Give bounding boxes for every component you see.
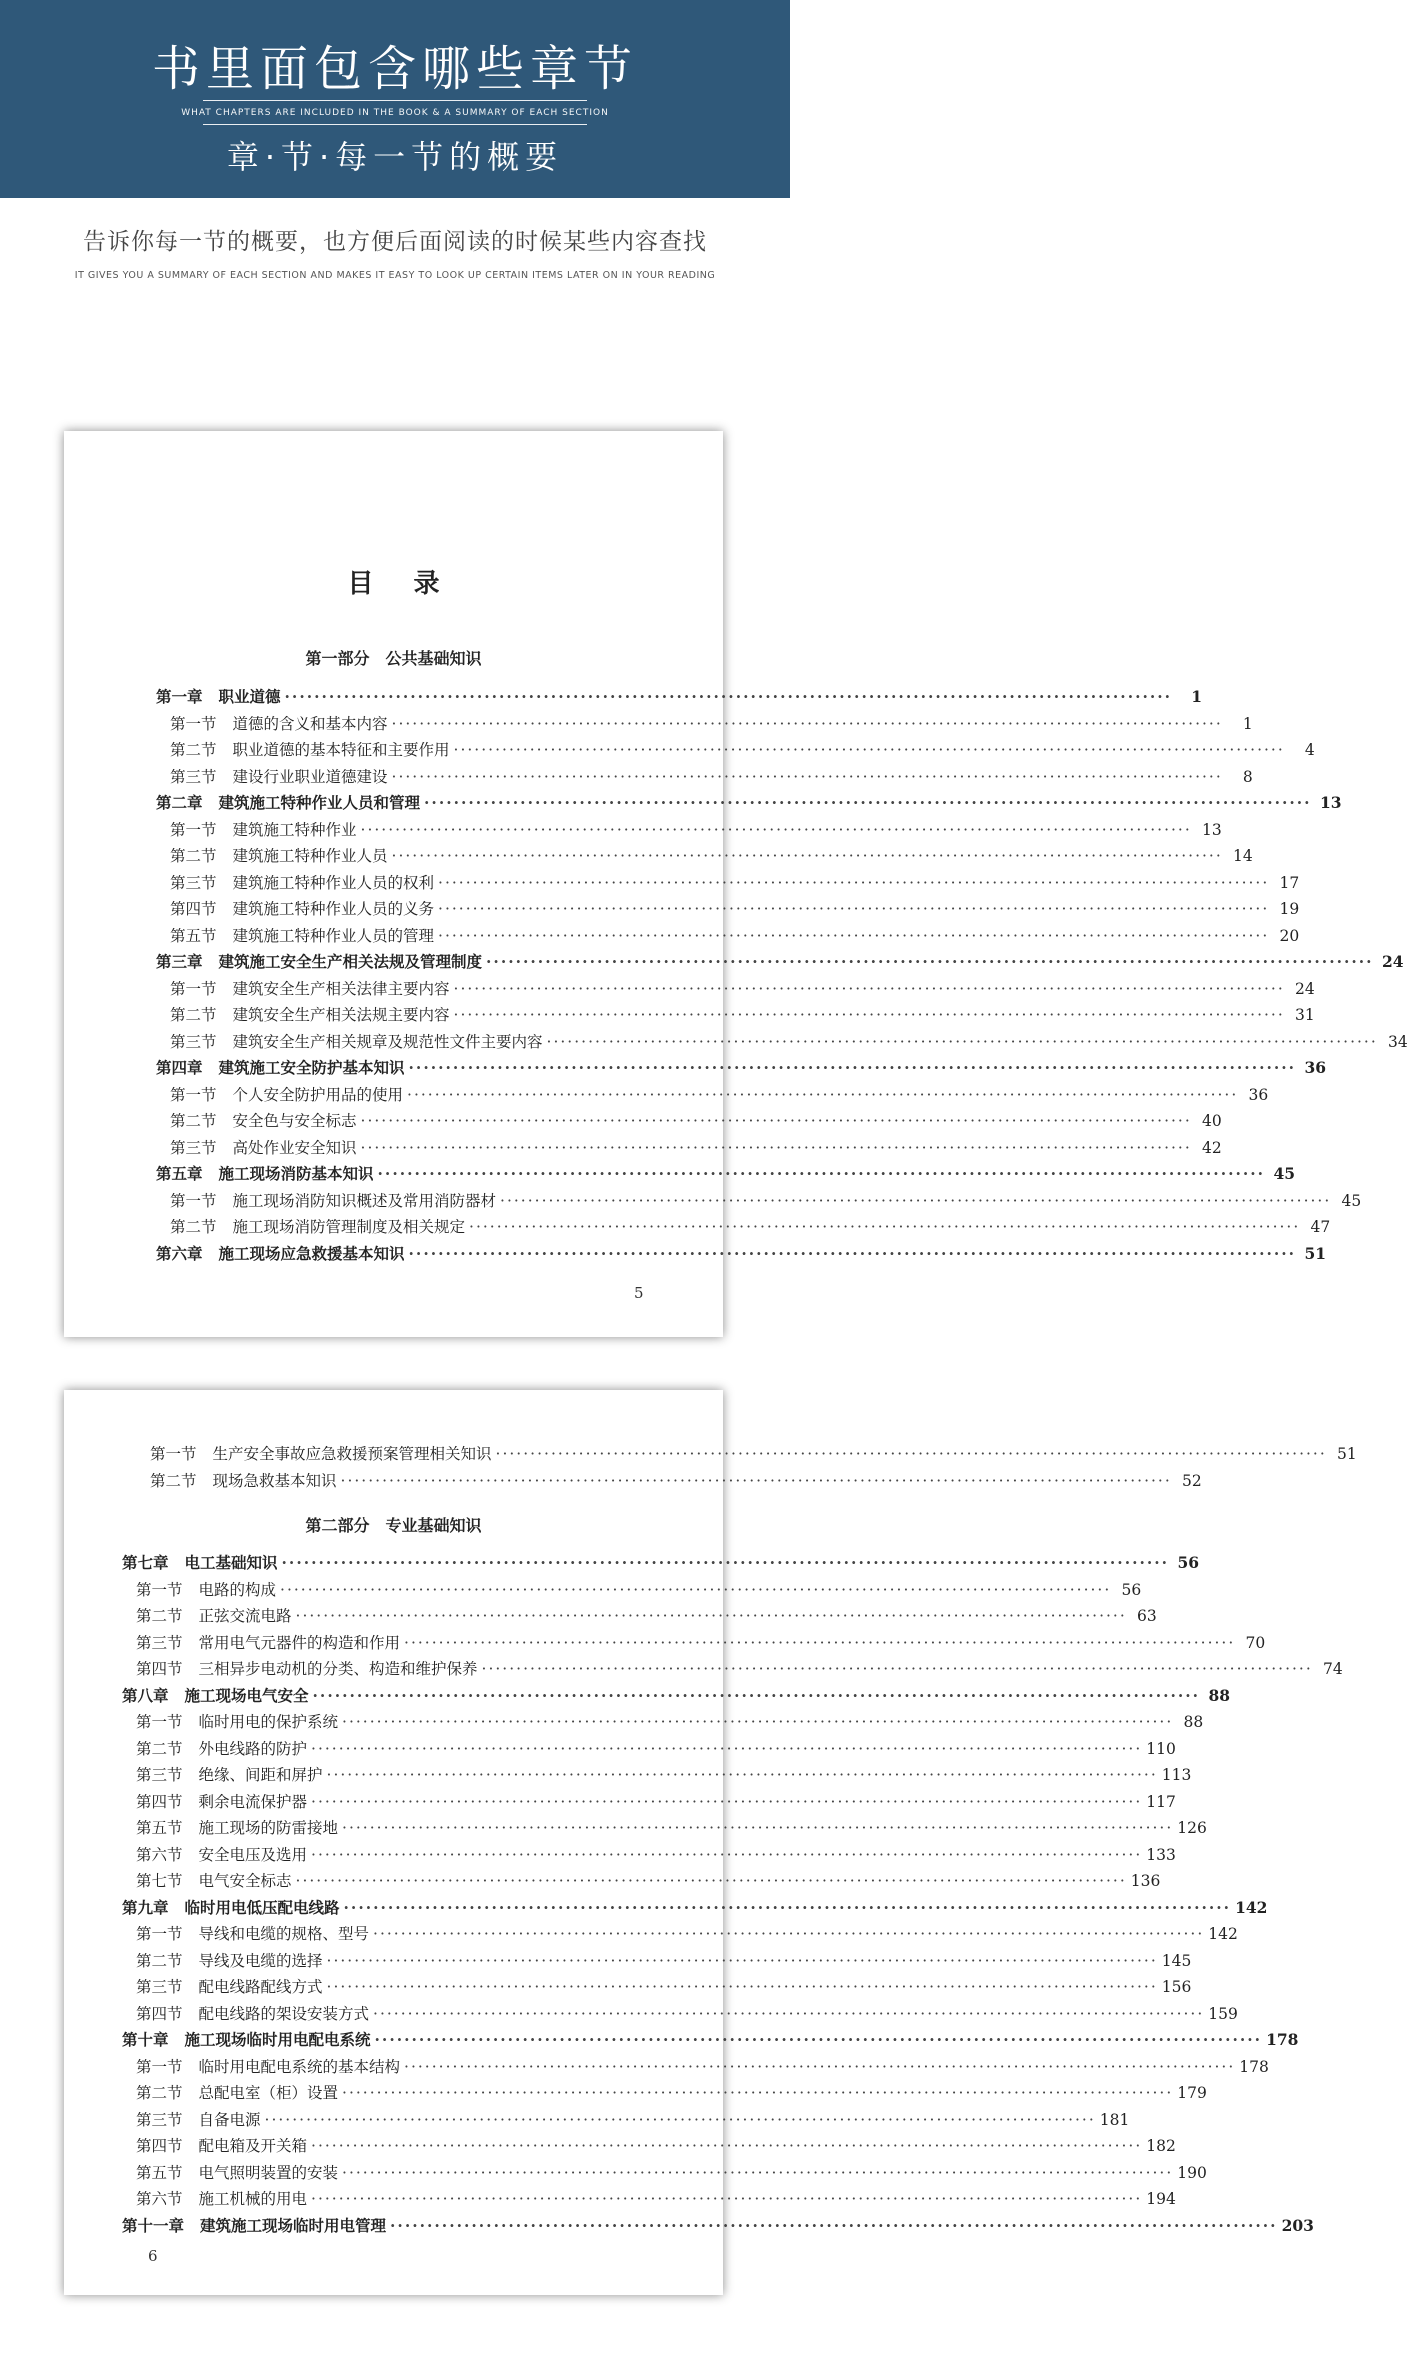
entry-title: 总配电室（柜）设置	[198, 2084, 339, 2102]
toc-section-entry	[122, 1815, 1207, 1842]
toc-chapter-entry	[156, 1241, 1327, 1268]
entry-title: 安全色与安全标志	[232, 1112, 357, 1130]
entry-page-number: 4	[1304, 741, 1315, 759]
entry-title: 个人安全防护用品的使用	[232, 1085, 404, 1104]
entry-title: 建筑施工安全生产相关法规及管理制度	[218, 952, 483, 971]
leader-dots: ························································································································	[500, 1191, 1332, 1210]
entry-number: 第五章	[156, 1164, 203, 1183]
toc-section-entry	[122, 1868, 1161, 1895]
entry-page-number: 88	[1183, 1713, 1204, 1731]
entry-page-number: 47	[1310, 1218, 1331, 1236]
toc-list	[156, 684, 1408, 1267]
leader-dots: ························································································································	[469, 1218, 1301, 1236]
entry-number: 第三节	[136, 2110, 183, 2129]
toc-section-entry	[122, 1656, 1343, 1683]
entry-title: 建筑施工特种作业人员	[232, 847, 388, 865]
toc-chapter-entry	[122, 1683, 1231, 1710]
entry-number: 第五节	[170, 926, 217, 945]
entry-title: 正弦交流电路	[198, 1607, 292, 1625]
leader-dots: ························································································································	[377, 1164, 1266, 1183]
leader-dots: ························································································································	[373, 2004, 1205, 2023]
leader-dots: ························································································································	[360, 1112, 1192, 1130]
entry-title: 剩余电流保护器	[198, 1792, 308, 1811]
leader-dots: ························································································································	[295, 1872, 1127, 1890]
entry-number: 第一章	[156, 687, 203, 706]
entry-title: 施工现场应急救援基本知识	[218, 1243, 405, 1263]
entry-number: 第二节	[136, 1951, 183, 1970]
leader-dots: ························································································································	[360, 1138, 1192, 1157]
entry-title: 三相异步电动机的分类、构造和维护保养	[198, 1660, 478, 1678]
leader-dots: ························································································································	[342, 2163, 1174, 2182]
entry-title: 建筑施工特种作业人员的义务	[232, 900, 435, 918]
entry-number: 第二节	[136, 1739, 183, 1758]
toc-section-entry	[122, 1789, 1176, 1816]
entry-number: 第八章	[122, 1685, 169, 1705]
page-number: 6	[148, 2247, 158, 2265]
leader-dots: ························································································································	[391, 714, 1223, 733]
entry-title: 临时用电的保护系统	[198, 1713, 339, 1731]
entry-number: 第二节	[170, 1112, 217, 1130]
leader-dots: ························································································································	[438, 926, 1270, 945]
entry-page-number: 19	[1279, 900, 1300, 918]
entry-page-number: 156	[1161, 1978, 1192, 1996]
leader-dots: ························································································································	[391, 767, 1223, 786]
entry-page-number: 179	[1177, 2084, 1207, 2102]
leader-dots: ························································································································	[281, 1553, 1170, 1572]
entry-page-number: 142	[1235, 1897, 1268, 1917]
entry-number: 第二节	[136, 1607, 183, 1625]
entry-number: 第四节	[136, 1792, 183, 1811]
leader-dots: ························································································································	[326, 1951, 1158, 1970]
entry-page-number: 88	[1208, 1685, 1231, 1705]
entry-number: 第五节	[136, 1819, 183, 1837]
entry-number: 第一节	[136, 2057, 183, 2076]
toc-section-entry	[156, 1188, 1362, 1215]
leader-dots: ························································································································	[486, 952, 1374, 971]
entry-number: 第一节	[136, 1925, 183, 1943]
entry-title: 建筑施工现场临时用电管理	[200, 2215, 387, 2235]
toc-section-entry	[156, 896, 1300, 923]
entry-page-number: 1	[1242, 714, 1253, 733]
banner-rule-bottom	[203, 124, 587, 125]
part-title: 第一部分 公共基础知识	[305, 649, 482, 668]
entry-number: 第一节	[170, 979, 217, 998]
entry-title: 建筑安全生产相关规章及规范性文件主要内容	[232, 1032, 543, 1051]
toc-chapter-entry	[156, 1161, 1296, 1188]
entry-title: 建筑施工特种作业人员的权利	[232, 873, 435, 892]
toc-chapter-entry	[122, 2027, 1299, 2054]
entry-page-number: 56	[1177, 1553, 1200, 1572]
banner-subtitle-en: WHAT CHAPTERS ARE INCLUDED IN THE BOOK & A SUMMARY OF EACH SECTION	[181, 108, 609, 118]
entry-page-number: 136	[1130, 1872, 1161, 1890]
header-banner	[0, 0, 790, 198]
banner-rule-top	[203, 100, 587, 101]
entry-page-number: 190	[1177, 2163, 1207, 2182]
entry-title: 配电箱及开关箱	[198, 2137, 308, 2155]
entry-title: 施工现场消防管理制度及相关规定	[232, 1218, 466, 1236]
entry-page-number: 63	[1137, 1607, 1157, 1625]
leader-dots: ························································································································	[326, 1766, 1158, 1784]
entry-page-number: 203	[1281, 2215, 1314, 2235]
entry-page-number: 142	[1208, 1925, 1238, 1943]
entry-number: 第六章	[156, 1243, 203, 1263]
toc-section-entry	[122, 2186, 1176, 2213]
entry-title: 施工现场消防基本知识	[218, 1164, 374, 1183]
toc-chapter-entry	[156, 790, 1342, 817]
toc-section-entry	[156, 923, 1300, 950]
toc-section-entry	[156, 737, 1315, 764]
entry-page-number: 113	[1161, 1766, 1192, 1784]
entry-page-number: 1	[1191, 687, 1203, 706]
toc-section-entry	[122, 2107, 1130, 2134]
entry-title: 建筑施工特种作业	[232, 820, 357, 839]
entry-page-number: 13	[1202, 820, 1222, 839]
entry-title: 外电线路的防护	[198, 1739, 308, 1758]
entry-page-number: 24	[1382, 952, 1404, 971]
entry-number: 第二节	[170, 1218, 217, 1236]
leader-dots: ························································································································	[438, 873, 1270, 892]
leader-dots: ························································································································	[343, 1897, 1232, 1917]
entry-title: 施工现场临时用电配电系统	[184, 2030, 371, 2049]
entry-number: 第三节	[170, 1138, 217, 1157]
toc-section-entry	[156, 1135, 1222, 1162]
toc-section-entry	[156, 711, 1253, 738]
toc-section-entry	[122, 1603, 1157, 1630]
toc-chapter-entry	[156, 949, 1404, 976]
entry-number: 第七章	[122, 1553, 169, 1572]
entry-title: 临时用电配电系统的基本结构	[198, 2057, 401, 2076]
entry-number: 第十章	[122, 2030, 169, 2049]
toc-chapter-entry	[122, 2213, 1314, 2240]
entry-title: 电气安全标志	[198, 1872, 292, 1890]
banner-tagline: 章·节·每一节的概要	[226, 138, 564, 176]
entry-number: 第二节	[170, 741, 217, 759]
entry-page-number: 133	[1146, 1845, 1176, 1864]
entry-number: 第一节	[136, 1713, 183, 1731]
toc-section-entry	[156, 1214, 1331, 1241]
toc-list	[136, 1441, 1357, 1494]
entry-title: 建筑施工安全防护基本知识	[218, 1058, 405, 1077]
leader-dots: ························································································································	[311, 2190, 1143, 2208]
toc-section-entry	[122, 2054, 1269, 2081]
entry-title: 配电线路的架设安装方式	[198, 2004, 370, 2023]
entry-number: 第十一章	[122, 2215, 185, 2235]
entry-number: 第六节	[136, 2190, 183, 2208]
entry-title: 安全电压及选用	[198, 1845, 308, 1864]
entry-page-number: 17	[1279, 873, 1300, 892]
entry-title: 配电线路配线方式	[198, 1978, 323, 1996]
toc-section-entry	[122, 1577, 1142, 1604]
entry-page-number: 181	[1099, 2110, 1130, 2129]
page-number: 5	[634, 1284, 644, 1302]
entry-page-number: 45	[1341, 1191, 1362, 1210]
entry-number: 第二节	[136, 2084, 183, 2102]
toc-page-2	[64, 1390, 1357, 2295]
entry-page-number: 36	[1304, 1058, 1327, 1077]
entry-title: 施工机械的用电	[198, 2190, 308, 2208]
entry-page-number: 126	[1177, 1819, 1207, 1837]
toc-section-entry	[122, 1921, 1238, 1948]
entry-page-number: 182	[1146, 2137, 1176, 2155]
entry-title: 施工现场消防知识概述及常用消防器材	[232, 1191, 497, 1210]
entry-title: 现场急救基本知识	[212, 1471, 337, 1490]
leader-dots: ························································································································	[360, 820, 1192, 839]
entry-page-number: 52	[1182, 1471, 1202, 1490]
entry-title: 常用电气元器件的构造和作用	[198, 1633, 401, 1652]
entry-page-number: 56	[1121, 1580, 1142, 1599]
toc-section-entry	[122, 1948, 1192, 1975]
leader-dots: ························································································································	[404, 2057, 1236, 2076]
entry-page-number: 51	[1304, 1243, 1327, 1263]
entry-number: 第九章	[122, 1897, 169, 1917]
leader-dots: ························································································································	[311, 1845, 1143, 1864]
entry-number: 第三节	[170, 767, 217, 786]
entry-number: 第四节	[170, 900, 217, 918]
toc-section-entry	[156, 976, 1315, 1003]
entry-number: 第一节	[170, 714, 217, 733]
leader-dots: ························································································································	[391, 847, 1223, 865]
entry-title: 电路的构成	[198, 1580, 277, 1599]
entry-title: 道德的含义和基本内容	[232, 714, 388, 733]
leader-dots: ························································································································	[311, 1739, 1143, 1758]
leader-dots: ························································································································	[453, 979, 1285, 998]
entry-number: 第四节	[136, 1660, 183, 1678]
toc-section-entry	[122, 2001, 1238, 2028]
entry-number: 第五节	[136, 2163, 183, 2182]
leader-dots: ························································································································	[453, 741, 1285, 759]
leader-dots: ························································································································	[284, 687, 1173, 706]
entry-number: 第三节	[170, 1032, 217, 1051]
leader-dots: ························································································································	[453, 1006, 1285, 1024]
entry-number: 第七节	[136, 1872, 183, 1890]
leader-dots: ························································································································	[404, 1633, 1236, 1652]
entry-title: 电气照明装置的安装	[198, 2163, 339, 2182]
entry-page-number: 159	[1208, 2004, 1238, 2023]
leader-dots: ························································································································	[374, 2030, 1263, 2049]
entry-title: 绝缘、间距和屏护	[198, 1766, 323, 1784]
toc-section-entry	[156, 843, 1253, 870]
entry-number: 第四节	[136, 2137, 183, 2155]
leader-dots: ························································································································	[495, 1445, 1327, 1463]
leader-dots: ························································································································	[424, 793, 1312, 812]
toc-section-entry	[122, 1630, 1266, 1657]
entry-page-number: 70	[1245, 1633, 1266, 1652]
entry-number: 第一节	[170, 820, 217, 839]
toc-section-entry	[156, 817, 1222, 844]
toc-section-entry	[122, 2160, 1207, 2187]
entry-title: 建设行业职业道德建设	[232, 767, 388, 786]
entry-page-number: 34	[1388, 1032, 1408, 1051]
entry-number: 第二节	[170, 847, 217, 865]
toc-title: 目录	[347, 569, 480, 599]
entry-page-number: 36	[1248, 1085, 1269, 1104]
toc-section-entry	[136, 1441, 1357, 1468]
entry-title: 建筑安全生产相关法规主要内容	[232, 1006, 450, 1024]
entry-title: 施工现场电气安全	[184, 1685, 309, 1705]
toc-section-entry	[122, 1842, 1176, 1869]
entry-page-number: 40	[1202, 1112, 1222, 1130]
toc-section-entry	[122, 2133, 1176, 2160]
leader-dots: ························································································································	[546, 1032, 1378, 1051]
entry-page-number: 110	[1146, 1739, 1176, 1758]
leader-dots: ························································································································	[407, 1085, 1239, 1104]
toc-chapter-entry	[156, 684, 1203, 711]
leader-dots: ························································································································	[408, 1058, 1297, 1077]
entry-page-number: 8	[1242, 767, 1253, 786]
leader-dots: ························································································································	[326, 1978, 1158, 1996]
entry-number: 第四节	[136, 2004, 183, 2023]
toc-list	[122, 1550, 1343, 2239]
banner-title: 书里面包含哪些章节	[151, 41, 638, 97]
leader-dots: ························································································································	[264, 2110, 1096, 2129]
toc-chapter-entry	[122, 1550, 1200, 1577]
entry-number: 第一节	[170, 1085, 217, 1104]
leader-dots: ························································································································	[311, 1792, 1143, 1811]
toc-section-entry	[156, 764, 1253, 791]
leader-dots: ························································································································	[295, 1607, 1127, 1625]
entry-title: 生产安全事故应急救援预案管理相关知识	[212, 1445, 492, 1463]
toc-section-entry	[156, 870, 1300, 897]
leader-dots: ························································································································	[342, 1713, 1174, 1731]
part-title: 第二部分 专业基础知识	[305, 1516, 482, 1535]
entry-title: 导线和电缆的规格、型号	[198, 1925, 370, 1943]
entry-page-number: 13	[1320, 793, 1342, 812]
entry-page-number: 194	[1146, 2190, 1176, 2208]
leader-dots: ························································································································	[340, 1471, 1172, 1490]
entry-title: 建筑施工特种作业人员的管理	[232, 926, 435, 945]
leader-dots: ························································································································	[390, 2215, 1278, 2235]
entry-number: 第六节	[136, 1845, 183, 1864]
entry-page-number: 31	[1295, 1006, 1315, 1024]
entry-page-number: 178	[1239, 2057, 1269, 2076]
entry-number: 第三节	[170, 873, 217, 892]
entry-number: 第二节	[170, 1006, 217, 1024]
leader-dots: ························································································································	[481, 1660, 1313, 1678]
entry-number: 第三节	[136, 1766, 183, 1784]
leader-dots: ························································································································	[373, 1925, 1205, 1943]
toc-page-1	[64, 431, 1408, 1337]
entry-title: 临时用电低压配电线路	[184, 1897, 340, 1917]
toc-section-entry	[156, 1002, 1315, 1029]
entry-number: 第三章	[156, 952, 203, 971]
entry-number: 第四章	[156, 1058, 203, 1077]
entry-page-number: 14	[1233, 847, 1253, 865]
intro-text-en: IT GIVES YOU A SUMMARY OF EACH SECTION AND MAKES IT EASY TO LOOK UP CERTAIN ITEMS LATER ON IN YOUR READING	[74, 270, 716, 281]
entry-title: 高处作业安全知识	[232, 1138, 357, 1157]
entry-title: 职业道德	[218, 687, 281, 706]
leader-dots: ························································································································	[280, 1580, 1112, 1599]
toc-chapter-entry	[122, 1895, 1268, 1922]
entry-number: 第二节	[150, 1471, 197, 1490]
toc-section-entry	[122, 1974, 1192, 2001]
leader-dots: ························································································································	[342, 2084, 1174, 2102]
entry-title: 导线及电缆的选择	[198, 1951, 323, 1970]
leader-dots: ························································································································	[438, 900, 1270, 918]
entry-title: 职业道德的基本特征和主要作用	[232, 741, 450, 759]
leader-dots: ························································································································	[408, 1243, 1297, 1263]
entry-title: 电工基础知识	[184, 1553, 278, 1572]
entry-number: 第一节	[150, 1445, 197, 1463]
toc-section-entry	[122, 1709, 1204, 1736]
entry-number: 第一节	[170, 1191, 217, 1210]
entry-title: 建筑施工特种作业人员和管理	[218, 793, 421, 812]
toc-chapter-entry	[156, 1055, 1327, 1082]
entry-title: 建筑安全生产相关法律主要内容	[232, 979, 450, 998]
toc-section-entry	[122, 1762, 1192, 1789]
entry-page-number: 145	[1161, 1951, 1192, 1970]
entry-number: 第三节	[136, 1633, 183, 1652]
leader-dots: ························································································································	[342, 1819, 1174, 1837]
toc-section-entry	[156, 1082, 1269, 1109]
entry-page-number: 42	[1202, 1138, 1222, 1157]
entry-number: 第二章	[156, 793, 203, 812]
leader-dots: ························································································································	[311, 2137, 1143, 2155]
entry-page-number: 117	[1146, 1792, 1176, 1811]
intro-text-cn: 告诉你每一节的概要，也方便后面阅读的时候某些内容查找	[83, 229, 707, 255]
entry-page-number: 178	[1266, 2030, 1299, 2049]
toc-section-entry	[156, 1029, 1408, 1056]
entry-title: 自备电源	[198, 2110, 261, 2129]
entry-page-number: 45	[1273, 1164, 1296, 1183]
entry-number: 第三节	[136, 1978, 183, 1996]
entry-page-number: 20	[1279, 926, 1300, 945]
leader-dots: ························································································································	[312, 1685, 1201, 1705]
entry-title: 施工现场的防雷接地	[198, 1819, 339, 1837]
toc-section-entry	[122, 2080, 1207, 2107]
toc-section-entry	[136, 1468, 1202, 1495]
entry-page-number: 51	[1337, 1445, 1357, 1463]
entry-page-number: 24	[1295, 979, 1315, 998]
toc-section-entry	[122, 1736, 1176, 1763]
toc-section-entry	[156, 1108, 1222, 1135]
entry-number: 第一节	[136, 1580, 183, 1599]
entry-page-number: 74	[1323, 1660, 1343, 1678]
